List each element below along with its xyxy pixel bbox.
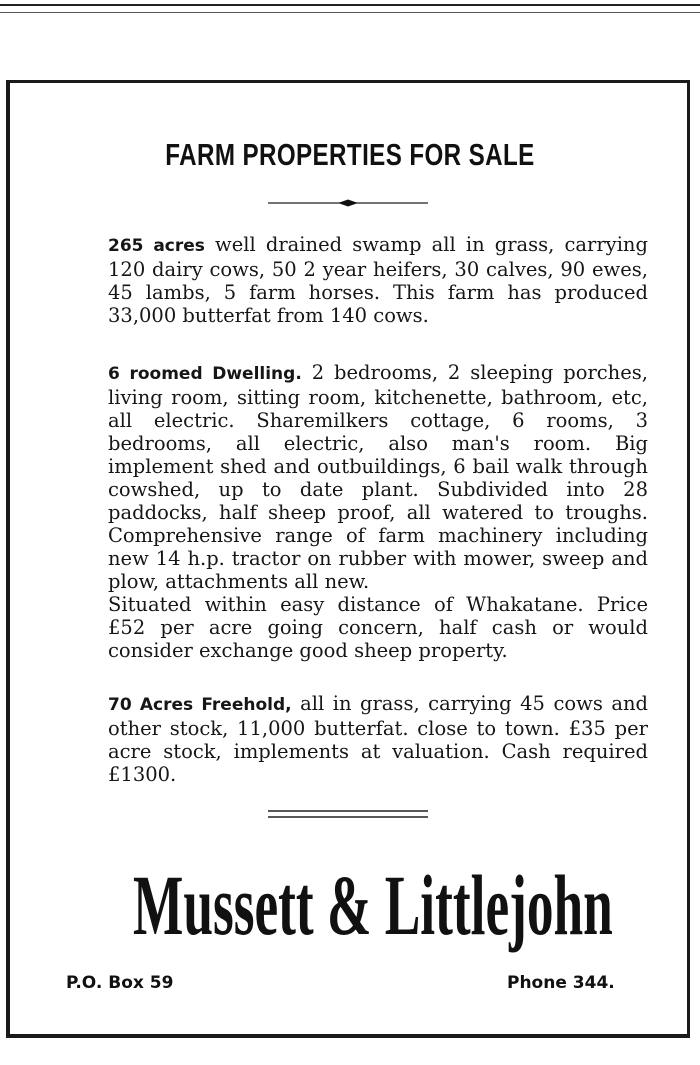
firm-name: Mussett & Littlejohn [133, 857, 613, 953]
ad-title: FARM PROPERTIES FOR SALE [165, 137, 535, 172]
listing-text: 2 bedrooms, 2 sleeping porches, living room, sitting room, kitchenette, bathroom, etc, all electric. Sharemilkers cottage, 6 rooms, 3 bedrooms, all electric, also man's room. Big implement shed and outbuildings, 6 bail walk through cowshed, up to date plant. Subdivided into 28 paddocks, half sheep proof, all watered to troughs. Comprehensive range of farm machinery including new 14 h.p. tractor on rubber with mower, sweep and plow, attachments all new. [108, 361, 648, 593]
listing-lead: 70 Acres Freehold, [108, 695, 292, 715]
listing-text: all in grass, carrying 45 cows and other stock, 11,000 butterfat. close to town. £35 per acre stock, implements at valuation. Cash required £1300. [108, 692, 648, 786]
diamond-divider [268, 197, 428, 209]
page-top-rule [0, 4, 700, 6]
po-box: P.O. Box 59 [66, 973, 174, 993]
phone-number: Phone 344. [507, 973, 615, 993]
double-rule-divider [268, 807, 428, 821]
listing-265-acres [108, 233, 648, 327]
page-top-rule-thin [0, 12, 700, 13]
listing-text: well drained swamp all in grass, carrying 120 dairy cows, 50 2 year heifers, 30 calves, 90 ewes, 45 lambs, 5 farm horses. This farm has produced 33,000 butterfat from 140 cows. [108, 233, 648, 327]
listing-text-continued: Situated within easy distance of Whakatane. Price £52 per acre going concern, half cash or would consider exchange good sheep property. [108, 593, 648, 662]
listing-dwelling [108, 361, 648, 662]
listing-70-acres [108, 692, 648, 786]
listing-lead: 265 acres [108, 236, 205, 256]
listing-lead: 6 roomed Dwelling. [108, 364, 302, 384]
